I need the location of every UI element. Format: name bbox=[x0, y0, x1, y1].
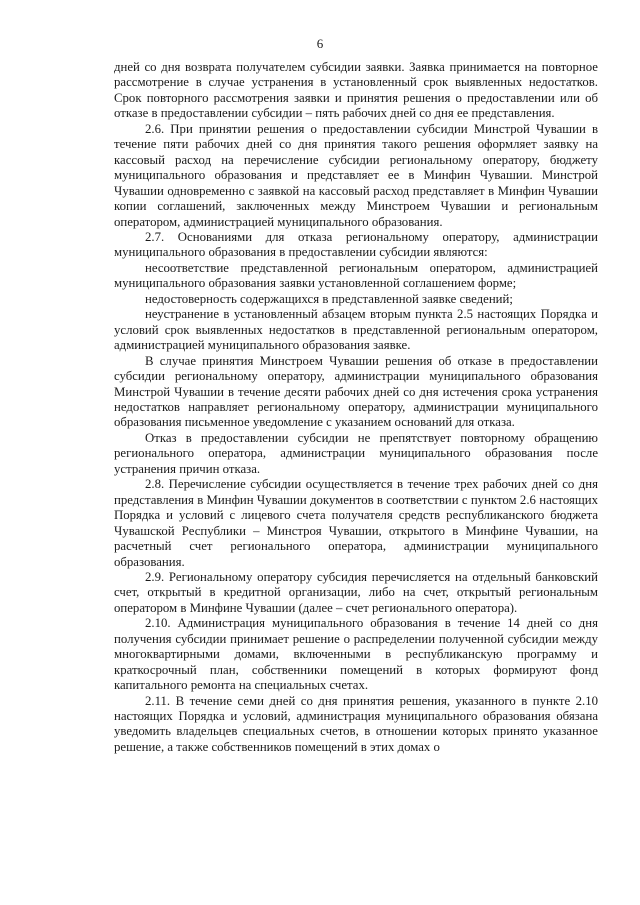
paragraph: 2.9. Региональному оператору субсидия перечисляется на отдельный банковский счет, открытый в кредитной организации, либо на счет, открытый региональным оператором в Минфине Чувашии (далее – счет регионального оператора). bbox=[114, 569, 598, 615]
paragraph: 2.6. При принятии решения о предоставлении субсидии Минстрой Чувашии в течение пяти рабочих дней со дня принятия такого решения оформляет заявку на кассовый расход на перечисление субсидии региональному оператору, бюджету муниципального образования и представляет ее в Минфин Чувашии. Минстрой Чувашии одновременно с заявкой на кассовый расход представляет в Минфин Чувашии копии соглашений, заключенных между Минстроем Чувашии и региональным оператором, администрацией муниципального образования. bbox=[114, 121, 598, 229]
paragraph: 2.11. В течение семи дней со дня принятия решения, указанного в пункте 2.10 настоящих Порядка и условий, администрация муниципального образования обязана уведомить владельцев специальных счетов, в отношении которых принято указанное решение, а также собственников помещений в этих домах о bbox=[114, 693, 598, 754]
paragraph: дней со дня возврата получателем субсидии заявки. Заявка принимается на повторное рассмотрение в случае устранения в установленный срок выявленных недостатков. Срок повторного рассмотрения заявки и принятия решения о предоставлении или об отказе в предоставлении субсидии – пять рабочих дней со дня ее представления. bbox=[114, 60, 598, 121]
paragraph: недостоверность содержащихся в представленной заявке сведений; bbox=[145, 291, 513, 306]
paragraph: 2.7. Основаниями для отказа региональному оператору, администрации муниципального образования в предоставлении субсидии являются: bbox=[114, 229, 598, 260]
document-body bbox=[114, 60, 598, 755]
paragraph: несоответствие представленной региональным оператором, администрацией муниципального образования заявки установленной соглашением форме; bbox=[114, 260, 598, 291]
paragraph: неустранение в установленный абзацем вторым пункта 2.5 настоящих Порядка и условий срок выявленных недостатков в представленной региональным оператором, администрацией муниципального образования заявке. bbox=[114, 307, 598, 353]
page-number: 6 bbox=[316, 36, 324, 51]
paragraph: Отказ в предоставлении субсидии не препятствует повторному обращению регионального оператора, администрации муниципального образования после устранения причин отказа. bbox=[114, 430, 598, 476]
paragraph: 2.8. Перечисление субсидии осуществляется в течение трех рабочих дней со дня представления в Минфин Чувашии документов в соответствии с пунктом 2.6 настоящих Порядка и условий с лицевого счета получателя средств республиканского бюджета Чувашской Республики – Минстроя Чувашии, открытого в Минфине Чувашии, на расчетный счет регионального оператора, администрации муниципального образования. bbox=[114, 477, 598, 569]
paragraph: 2.10. Администрация муниципального образования в течение 14 дней со дня получения субсидии принимает решение о распределении полученной субсидии между многоквартирными домами, включенными в республиканскую программу и краткосрочный план, собственники помещений в которых формируют фонд капитального ремонта на специальных счетах. bbox=[114, 616, 598, 693]
paragraph: В случае принятия Минстроем Чувашии решения об отказе в предоставлении субсидии региональному оператору, администрации муниципального образования Минстрой Чувашии в течение десяти рабочих дней со дня истечения срока устранения недостатков направляет региональному оператору, администрации муниципального образования письменное уведомление с указанием оснований для отказа. bbox=[114, 353, 598, 430]
